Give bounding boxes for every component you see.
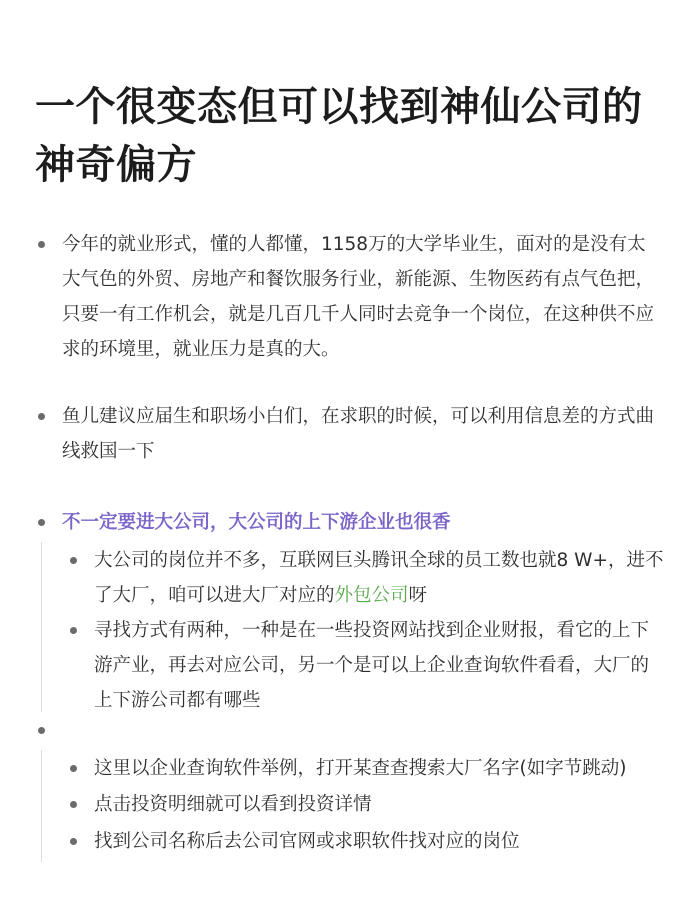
- nested-list-guide: [41, 542, 42, 712]
- sub-paragraph-investment-details: 点击投资明细就可以看到投资详情: [94, 794, 372, 815]
- bullet-dot: [38, 727, 45, 734]
- sub-paragraph-search-methods: 寻找方式有两种，一种是在一些投资网站找到企业财报，看它的上下游产业，再去对应公司，另一个是可以上企业查询软件看看，大厂的上下游公司都有哪些: [94, 620, 650, 711]
- sub-bullet-dot: [70, 627, 77, 634]
- sub-bullet-dot: [70, 838, 77, 845]
- sub-bullet-dot: [70, 801, 77, 808]
- paragraph-advice: 鱼儿建议应届生和职场小白们，在求职的时候，可以利用信息差的方式曲线救国一下: [62, 406, 655, 462]
- sub-paragraph-query-example: 这里以企业查询软件举例，打开某查查搜索大厂名字(如字节跳动): [94, 758, 627, 779]
- nested-list-guide: [41, 750, 42, 862]
- article-title: 一个很变态但可以找到神仙公司的神奇偏方: [35, 84, 643, 188]
- bullet-dot: [38, 413, 45, 420]
- sub-paragraph-outsourcing-text: 大公司的岗位并不多，互联网巨头腾讯全球的员工数也就8 W+，进不了大厂，咱可以进大厂对应的: [94, 550, 664, 606]
- section-heading-supply-chain: 不一定要进大公司，大公司的上下游企业也很香: [62, 512, 451, 533]
- sub-paragraph-outsourcing: [94, 543, 664, 613]
- paragraph-employment-situation: 今年的就业形式，懂的人都懂，1158万的大学毕业生，面对的是没有太大气色的外贸、房地产和餐饮服务行业，新能源、生物医药有点气色把，只要一有工作机会，就是几百几千人同时去竞争一个岗位，在这种供不应求的环境里，就业压力是真的大。: [62, 234, 655, 360]
- sub-paragraph-find-positions: 找到公司名称后去公司官网或求职软件找对应的岗位: [94, 831, 520, 852]
- bullet-dot: [38, 241, 45, 248]
- sub-paragraph-outsourcing-end: 呀: [408, 585, 428, 606]
- sub-bullet-dot: [70, 557, 77, 564]
- sub-bullet-dot: [70, 765, 77, 772]
- bullet-dot: [38, 519, 45, 526]
- outsourcing-company-link[interactable]: 外包公司: [334, 585, 409, 606]
